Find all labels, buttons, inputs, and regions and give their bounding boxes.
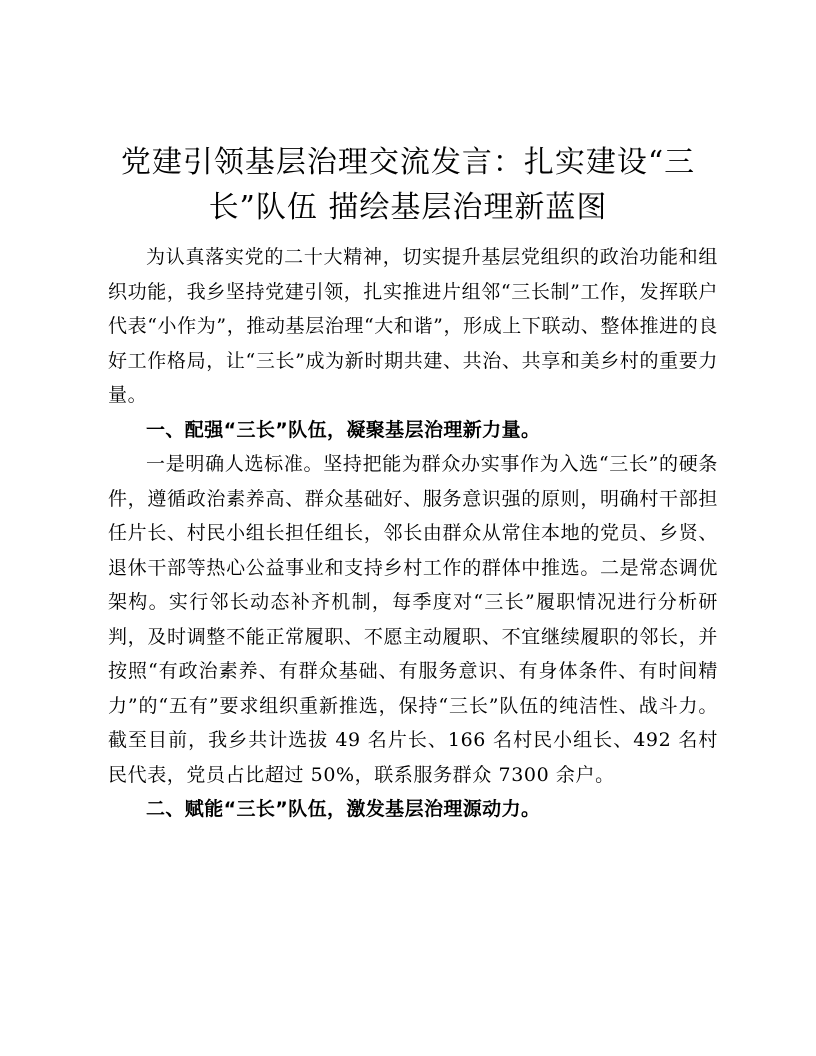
section-1-paragraph: 一是明确人选标准。坚持把能为群众办实事作为入选“三长”的硬条件，遵循政治素养高、群众基础好、服务意识强的原则，明确村干部担任片长、村民小组长担任组长，邻长由群众从常住本地的党员、乡贤、退休干部等热心公益事业和支持乡村工作的群体中推选。二是常态调优架构。实行邻长动态补齐机制，每季度对“三长”履职情况进行分析研判，及时调整不能正常履职、不愿主动履职、不宜继续履职的邻长，并按照“有政治素养、有群众基础、有服务意识、有身体条件、有时间精力”的“五有”要求组织重新推选，保持“三长”队伍的纯洁性、战斗力。截至目前，我乡共计选拔 49 名片长、166 名村民小组长、492 名村民代表，党员占比超过 50%，联系服务群众 7300 余户。 xyxy=(108,453,718,786)
title-line-2: 长”队伍 描绘基层治理新蓝图 xyxy=(208,190,608,225)
section-1-heading: 一、配强“三长”队伍，凝聚基层治理新力量。 xyxy=(146,418,541,441)
document-title xyxy=(100,140,716,230)
document-body xyxy=(108,240,718,827)
intro-paragraph: 为认真落实党的二十大精神，切实提升基层党组织的政治功能和组织功能，我乡坚持党建引领，扎实推进片组邻“三长制”工作，发挥联户代表“小作为”，推动基层治理“大和谐”，形成上下联动、整体推进的良好工作格局，让“三长”成为新时期共建、共治、共享和美乡村的重要力量。 xyxy=(108,246,718,406)
title-line-1: 党建引领基层治理交流发言：扎实建设“三 xyxy=(120,145,696,180)
section-2-heading: 二、赋能“三长”队伍，激发基层治理源动力。 xyxy=(146,798,541,820)
